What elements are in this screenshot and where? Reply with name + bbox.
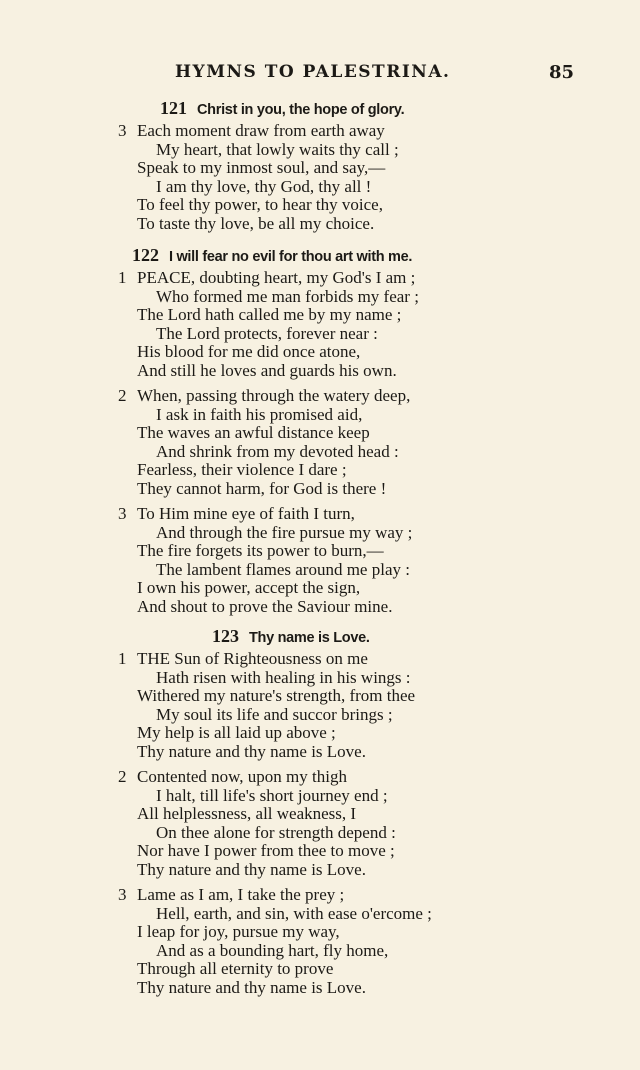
verse-line-text: Contented now, upon my thigh [137,767,347,786]
hymn-number: 123 [212,626,239,646]
verse-line [0,960,640,979]
verse-line [0,842,640,861]
running-header [0,62,640,86]
hymn-subtitle: I will fear no evil for thou art with me. [169,249,413,265]
verse-line [0,861,640,880]
verse-line-text: And still he loves and guards his own. [137,360,397,380]
verse-line-text: And as a bounding hart, fly home, [156,940,389,960]
verse-line-text: Each moment draw from earth away [137,121,385,140]
verse-line-text: Through all eternity to prove [137,959,334,978]
verse-line [0,669,640,688]
verse-line-text: I ask in faith his promised aid, [156,404,363,424]
hymn-heading [0,245,640,269]
verse-line-text: The waves an awful distance keep [137,423,370,442]
verse-line-text: Fearless, their violence I dare ; [137,460,347,479]
verse-line-text: I halt, till life's short journey end ; [156,785,388,805]
verse-line [0,480,640,499]
hymn-number: 122 [132,245,159,265]
verse-line [0,743,640,762]
verse [0,886,640,997]
verse-line [0,159,640,178]
verse-line-text: And shout to prove the Saviour mine. [137,596,393,616]
verse-line-text: My soul its life and succor brings ; [156,704,393,724]
verse-line-text: To Him mine eye of faith I turn, [137,504,355,523]
verse-line-text: I own his power, accept the sign, [137,578,361,597]
verse-line-text: His blood for me did once atone, [137,342,361,361]
verse-number: 1 [118,268,127,287]
verse [0,505,640,616]
verse-line [0,178,640,197]
hymn-heading [0,626,640,650]
verse-line [0,122,640,141]
verse [0,768,640,879]
verse-number: 2 [118,386,127,405]
verse-line [0,215,640,234]
verse-line-text: The fire forgets its power to burn,— [137,541,384,560]
hymn-content [0,98,640,1004]
verse-line-text: The Lord protects, forever near : [156,323,378,343]
verse-line [0,196,640,215]
verse-line-text: Nor have I power from thee to move ; [137,841,395,860]
verse-line [0,724,640,743]
verse-line [0,768,640,787]
verse-line [0,288,640,307]
verse-line [0,942,640,961]
verse-line [0,579,640,598]
verse-line [0,824,640,843]
verse-line-text: My help is all laid up above ; [137,723,336,742]
hymn-heading [0,98,640,122]
verse-line-text: To feel thy power, to hear thy voice, [137,195,383,214]
verse-line [0,979,640,998]
verse-line [0,387,640,406]
verse-line [0,886,640,905]
verse-line [0,561,640,580]
verse-line [0,687,640,706]
verse-line [0,325,640,344]
verse-line-text: Who formed me man forbids my fear ; [156,286,419,306]
verse-number: 3 [118,504,127,523]
verse-line-text: Hell, earth, and sin, with ease o'ercome ; [156,903,432,923]
verse-line [0,141,640,160]
verse-line-text: All helplessness, all weakness, I [137,804,357,823]
verse-line [0,461,640,480]
verse-line-text: Thy nature and thy name is Love. [137,859,366,879]
verse-number: 1 [118,649,127,668]
verse-line [0,505,640,524]
verse-line [0,923,640,942]
verse [0,122,640,233]
verse-line [0,650,640,669]
verse-line-text: On thee alone for strength depend : [156,822,396,842]
verse-number: 3 [118,885,127,904]
verse-line-text: The lambent flames around me play : [156,559,410,579]
running-title: HYMNS TO PALESTRINA. [175,62,451,82]
verse-line-text: When, passing through the watery deep, [137,386,411,405]
verse-line-text: Thy nature and thy name is Love. [137,741,366,761]
verse-line [0,905,640,924]
verse-line-text: Lame as I am, I take the prey ; [137,885,345,904]
verse-line-text: Thy nature and thy name is Love. [137,977,366,997]
verse-line [0,805,640,824]
hymn-subtitle: Christ in you, the hope of glory. [197,102,405,118]
hymn-subtitle: Thy name is Love. [249,630,370,646]
verse-line [0,706,640,725]
verse-line [0,443,640,462]
hymn-number: 121 [160,98,187,118]
verse [0,650,640,761]
verse-line-text: I leap for joy, pursue my way, [137,922,340,941]
verse-line-text: And shrink from my devoted head : [156,441,399,461]
verse-line-text: Hath risen with healing in his wings : [156,667,411,687]
verse-number: 3 [118,121,127,140]
verse [0,269,640,380]
verse-line-text: To taste thy love, be all my choice. [137,213,375,233]
verse-line-text: My heart, that lowly waits thy call ; [156,139,399,159]
verse-line-text: THE Sun of Righteousness on me [137,649,368,668]
verse-line [0,362,640,381]
verse-line [0,424,640,443]
verse-line [0,343,640,362]
verse-line [0,542,640,561]
verse-line-text: I am thy love, thy God, thy all ! [156,176,372,196]
verse-line [0,269,640,288]
verse-line-text: The Lord hath called me by my name ; [137,305,402,324]
verse-line-text: They cannot harm, for God is there ! [137,478,387,498]
verse-line-text: Speak to my inmost soul, and say,— [137,158,386,177]
verse-line [0,306,640,325]
page-number: 85 [549,62,575,83]
verse-line [0,406,640,425]
verse-number: 2 [118,767,127,786]
verse-line-text: PEACE, doubting heart, my God's I am ; [137,268,416,287]
verse-line-text: Withered my nature's strength, from thee [137,686,416,705]
verse [0,387,640,498]
verse-line-text: And through the fire pursue my way ; [156,522,413,542]
verse-line [0,598,640,617]
verse-line [0,524,640,543]
verse-line [0,787,640,806]
